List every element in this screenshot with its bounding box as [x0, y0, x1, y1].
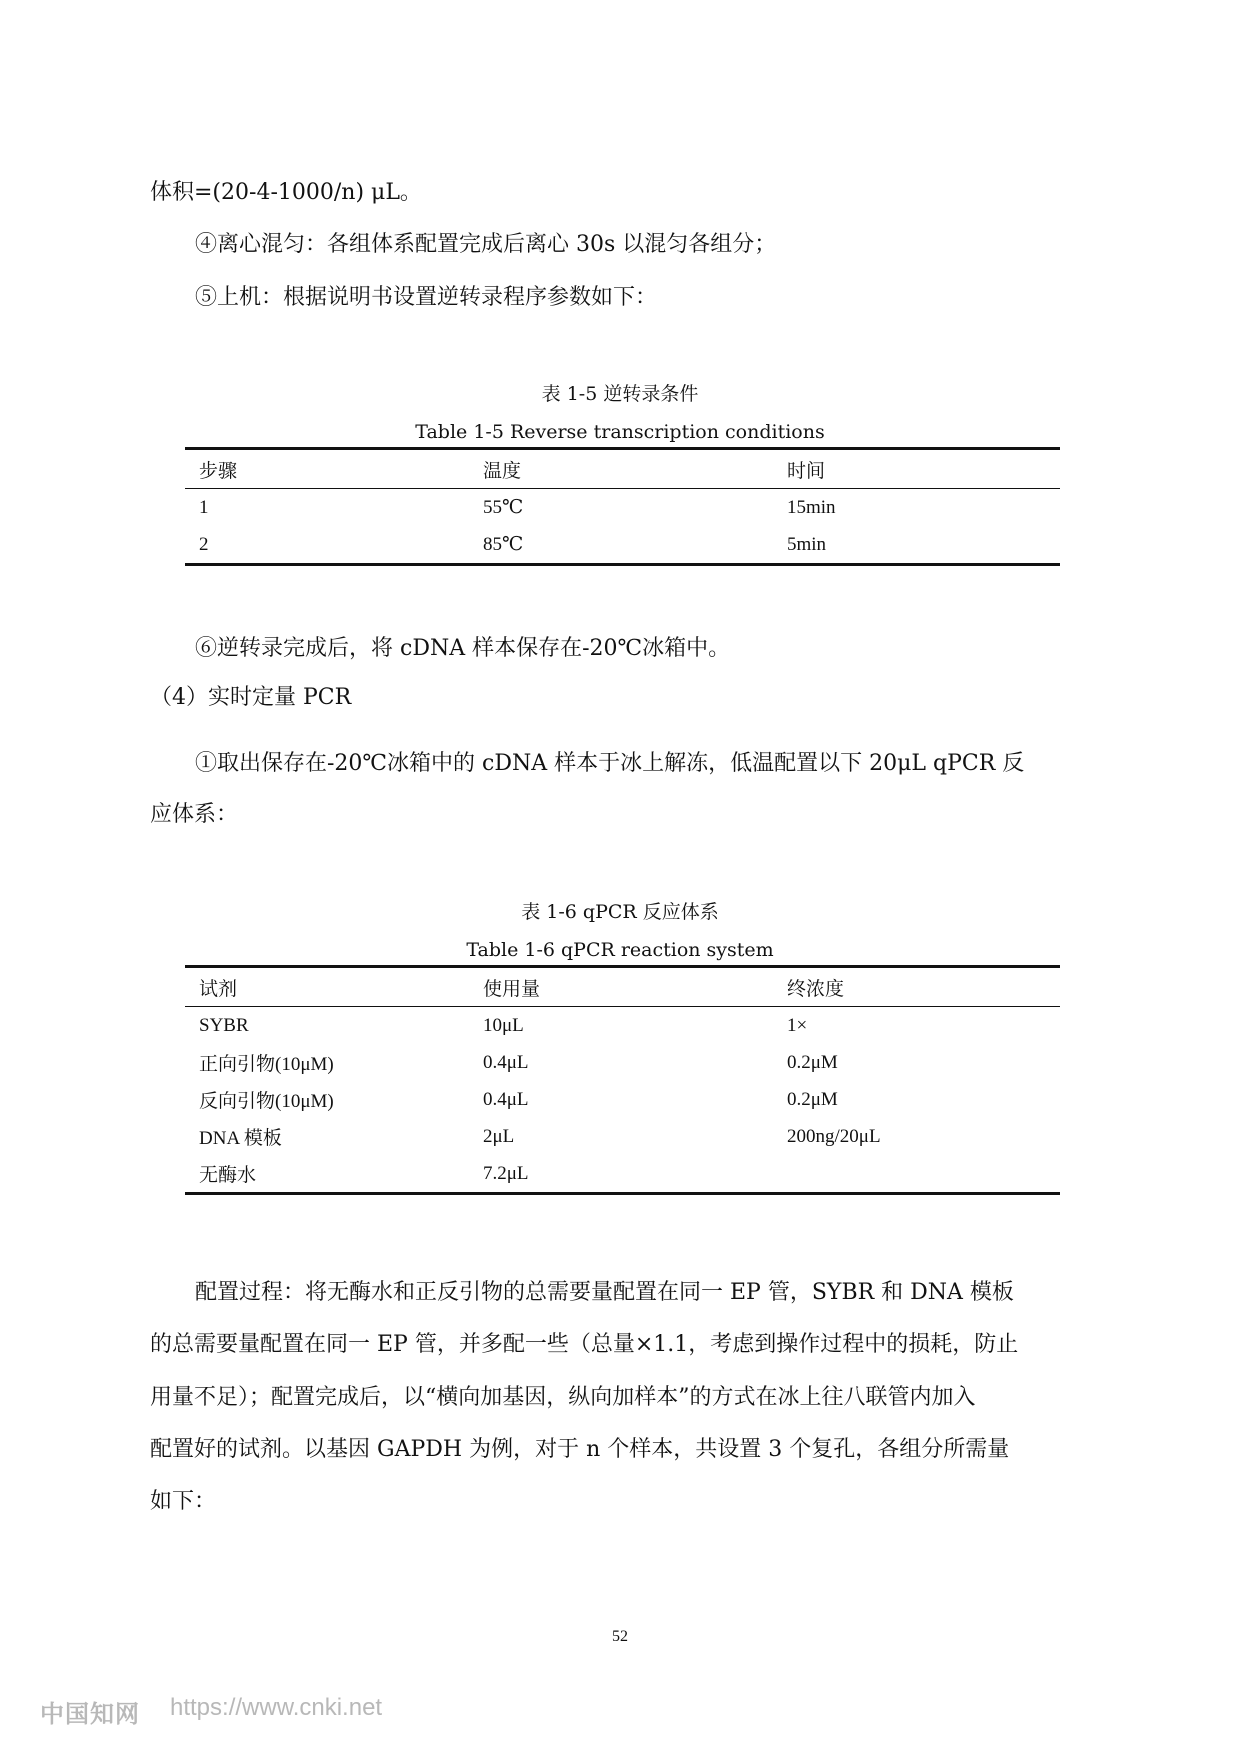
table-cell: 15min — [787, 496, 836, 518]
page-number: 52 — [612, 1628, 628, 1645]
table-cell: 200ng/20μL — [787, 1125, 881, 1147]
reverse-transcription-table — [185, 447, 1060, 566]
table-cell: 正向引物(10μM) — [199, 1054, 334, 1075]
table-header-cell: 步骤 — [185, 449, 469, 489]
table-cell: 0.4μL — [483, 1051, 529, 1073]
table-cell: 1× — [787, 1014, 808, 1036]
table-header-row — [185, 449, 1060, 489]
body-line: 配置好的试剂。以基因 GAPDH 为例，对于 n 个样本，共设置 3 个复孔，各组分所需量 — [150, 1437, 1010, 1462]
table-row — [185, 1044, 1060, 1081]
table-cell: DNA 模板 — [199, 1128, 282, 1149]
table-header-row — [185, 967, 1060, 1007]
body-line: ⑤上机：根据说明书设置逆转录程序参数如下： — [195, 285, 658, 310]
table-header-cell: 使用量 — [469, 967, 773, 1007]
body-line: 体积=(20-4-1000/n) μL。 — [150, 180, 422, 205]
table-caption-en: Table 1-5 Reverse transcription conditions — [415, 421, 825, 443]
table-caption-cn: 表 1-6 qPCR 反应体系 — [521, 901, 719, 923]
table-header-cell: 时间 — [773, 449, 1060, 489]
table-row — [185, 1007, 1060, 1045]
cnki-logo-watermark: 中国知网 — [40, 1701, 140, 1728]
table-cell: 0.4μL — [483, 1088, 529, 1110]
table-cell: 85℃ — [469, 526, 773, 565]
table-header-cell: 温度 — [469, 449, 773, 489]
table-caption-en: Table 1-6 qPCR reaction system — [466, 939, 774, 961]
table-caption-cn: 表 1-5 逆转录条件 — [541, 383, 699, 405]
body-line: 配置过程：将无酶水和正反引物的总需要量配置在同一 EP 管，SYBR 和 DNA 模板 — [195, 1280, 1014, 1305]
table-row — [185, 1155, 1060, 1194]
section-heading: （4）实时定量 PCR — [150, 685, 352, 710]
body-line: 如下： — [150, 1489, 217, 1514]
table-cell: 55℃ — [483, 497, 524, 518]
table-cell: 2 — [185, 526, 469, 565]
table-cell: 7.2μL — [469, 1155, 773, 1194]
table-cell — [773, 1155, 1060, 1194]
table-cell: 10μL — [483, 1014, 524, 1036]
table-header-cell: 试剂 — [185, 967, 469, 1007]
body-line: ①取出保存在-20℃冰箱中的 cDNA 样本于冰上解冻，低温配置以下 20μL qPCR 反 — [195, 751, 1025, 776]
body-line: 用量不足）；配置完成后，以“横向加基因，纵向加样本”的方式在冰上往八联管内加入 — [150, 1385, 976, 1410]
cnki-url-watermark: https://www.cnki.net — [170, 1694, 383, 1721]
table-row — [185, 1081, 1060, 1118]
table-cell: 0.2μM — [787, 1088, 838, 1110]
table-row — [185, 489, 1060, 527]
qpcr-reaction-table — [185, 965, 1060, 1195]
table-cell: 0.2μM — [787, 1051, 838, 1073]
table-row — [185, 526, 1060, 565]
table-row — [185, 1118, 1060, 1155]
table-cell: SYBR — [199, 1014, 249, 1036]
table-header-cell: 终浓度 — [773, 967, 1060, 1007]
body-line: ④离心混匀：各组体系配置完成后离心 30s 以混匀各组分； — [195, 232, 777, 257]
body-line: ⑥逆转录完成后，将 cDNA 样本保存在-20℃冰箱中。 — [195, 636, 731, 661]
table-cell: 1 — [199, 496, 209, 518]
table-cell: 反向引物(10μM) — [199, 1091, 334, 1112]
table-cell: 5min — [773, 526, 1060, 565]
table-cell: 无酶水 — [185, 1155, 469, 1194]
table-cell: 2μL — [483, 1125, 515, 1147]
body-line: 应体系： — [150, 802, 239, 827]
body-line: 的总需要量配置在同一 EP 管，并多配一些（总量×1.1，考虑到操作过程中的损耗，防止 — [150, 1332, 1019, 1357]
